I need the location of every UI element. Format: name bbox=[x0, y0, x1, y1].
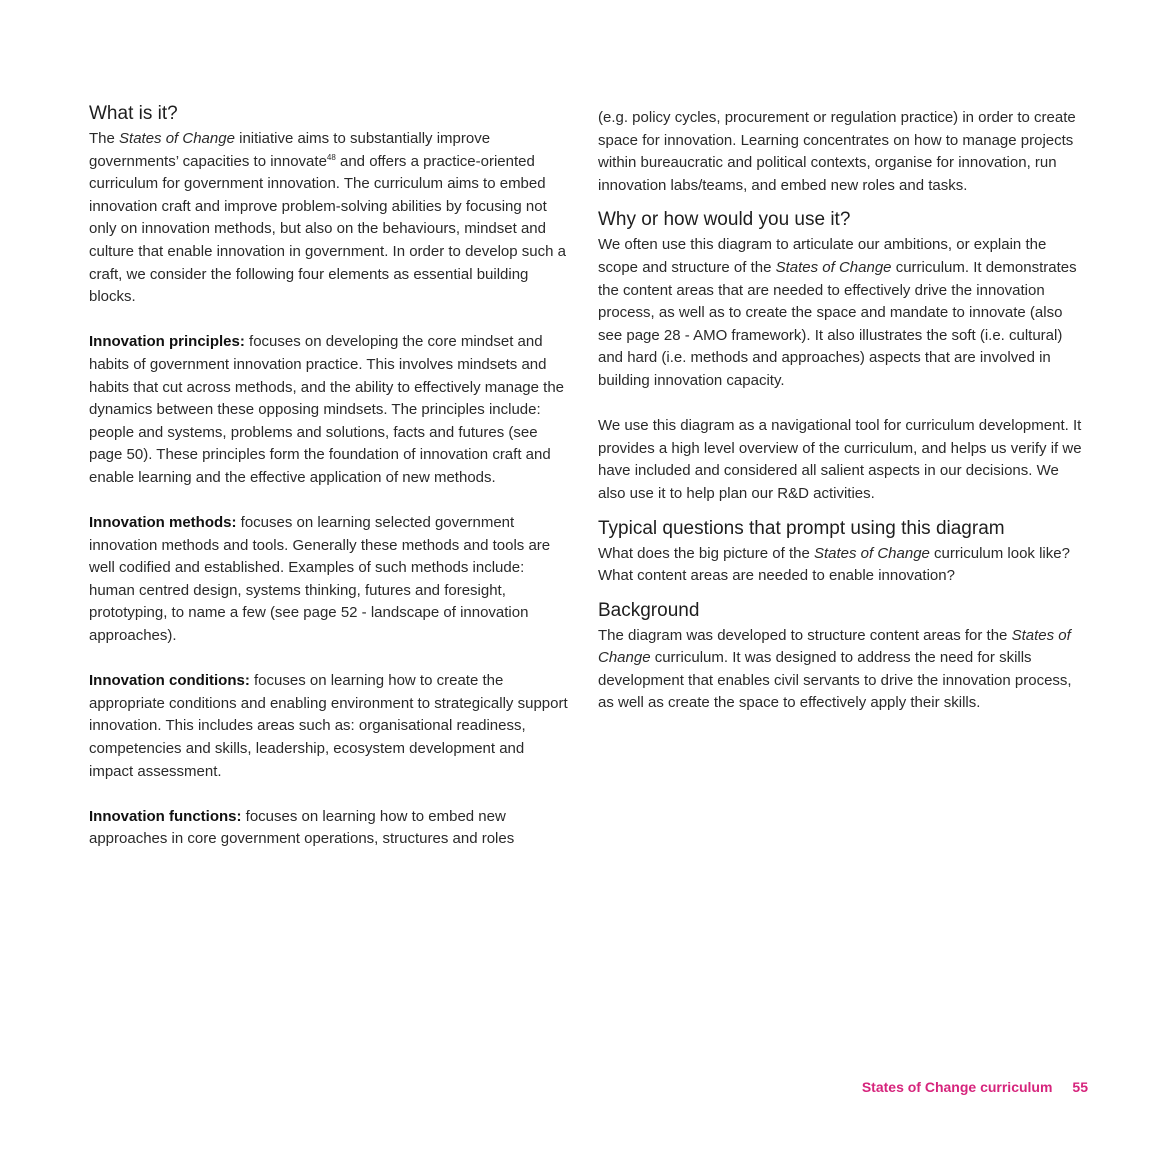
what-is-it-heading: What is it? bbox=[89, 103, 178, 124]
questions-heading: Typical questions that prompt using this diagram bbox=[598, 517, 1005, 539]
conditions-label: Innovation conditions: bbox=[89, 672, 250, 690]
methods-paragraph: Innovation methods: focuses on learning selected government innovation methods and tools. Generally these methods and tools are well codified and established. Examples of such methods include: human centred design, systems thinking, futures and foresight, prototyping, to name a few (see page 52 - landscape of innovation approaches). bbox=[89, 514, 551, 645]
background-heading: Background bbox=[598, 599, 700, 621]
left-column bbox=[89, 100, 569, 851]
methods-label: Innovation methods: bbox=[89, 514, 237, 532]
questions-paragraph: What does the big picture of the States of Change curriculum look like? What content areas are needed to enable innovation? bbox=[598, 544, 1070, 585]
functions-paragraph: Innovation functions: focuses on learning how to embed new approaches in core government operations, structures and roles bbox=[89, 807, 515, 848]
functions-label: Innovation functions: bbox=[89, 807, 242, 825]
conditions-paragraph: Innovation conditions: focuses on learning how to create the appropriate conditions and enabling environment to strategically support innovation. This includes areas such as: organisational readiness, competencies and skills, leadership, ecosystem development and impact assessment. bbox=[89, 672, 568, 780]
functions-continued-paragraph: (e.g. policy cycles, procurement or regulation practice) in order to create space for innovation. Learning concentrates on how to manage projects within bureaucratic and political contexts, organise for innovation, run innovation labs/teams, and embed new roles and tasks. bbox=[598, 109, 1076, 194]
right-column bbox=[598, 107, 1088, 715]
why-paragraph-2: We use this diagram as a navigational tool for curriculum development. It provides a high level overview of the curriculum, and helps us verify if we have included and considered all salient aspects in our decisions. We also use it to help plan our R&D activities. bbox=[598, 417, 1082, 502]
principles-paragraph: Innovation principles: focuses on developing the core mindset and habits of government innovation practice. This involves mindsets and habits that cut across methods, and the ability to effectively manage the dynamics between these opposing mindsets. The principles include: people and systems, problems and solutions, facts and futures (see page 50). These principles form the foundation of innovation craft and enable learning and the effective application of new methods. bbox=[89, 333, 564, 486]
why-paragraph-1: We often use this diagram to articulate our ambitions, or explain the scope and structure of the States of Change curriculum. It demonstrates the content areas that are needed to effectively drive the innovation process, as well as to create the space and mandate to innovate (also see page 28 - AMO framework). It also illustrates the soft (i.e. cultural) and hard (i.e. methods and approaches) aspects that are involved in building innovation capacity. bbox=[598, 236, 1077, 389]
background-paragraph: The diagram was developed to structure content areas for the States of Change curriculum. It was designed to address the need for skills development that enables civil servants to drive the innovation process, as well as create the space to effectively apply their skills. bbox=[598, 626, 1072, 712]
page-number: 55 bbox=[1072, 1079, 1088, 1095]
italic-title: States of Change bbox=[119, 130, 235, 147]
principles-label: Innovation principles: bbox=[89, 333, 245, 351]
intro-paragraph: The States of Change initiative aims to substantially improve governments’ capacities to innovate$^{48}$ and offers a practice-oriented curriculum for government innovation. The curriculum aims to embed innovation craft and improve problem-solving abilities by focusing not only on innovation methods, but also on the behaviours, mindset and culture that enable innovation in government. In order to develop such a craft, we consider the following four elements as essential building blocks. bbox=[89, 130, 566, 306]
page-footer bbox=[862, 1079, 1088, 1095]
footnote-marker: 48 bbox=[326, 152, 336, 162]
why-heading: Why or how would you use it? bbox=[598, 209, 851, 231]
footer-section-title: States of Change curriculum bbox=[861, 1079, 1053, 1095]
